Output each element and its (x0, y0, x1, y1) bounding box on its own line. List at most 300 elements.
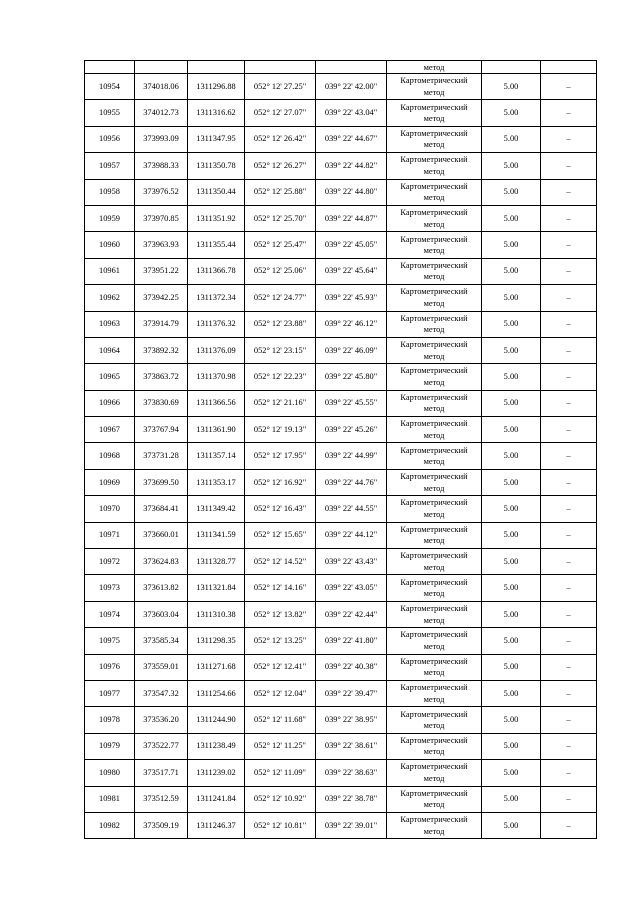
table-row (85, 311, 597, 337)
error-cell: 5.00 (482, 496, 541, 522)
description-cell: – (541, 74, 597, 100)
description-cell: – (541, 258, 597, 284)
table-row (85, 733, 597, 759)
description-cell: – (541, 179, 597, 205)
method-cell (387, 469, 482, 495)
longitude-cell: 039° 22' 44.80" (316, 179, 387, 205)
latitude-cell: 052° 12' 25.06" (245, 258, 316, 284)
method-line-1: Картометрический (400, 524, 468, 534)
description-cell: – (541, 680, 597, 706)
method-line-2: метод (423, 430, 445, 440)
method-cell (387, 443, 482, 469)
longitude-cell: 039° 22' 38.61" (316, 733, 387, 759)
error-cell: 5.00 (482, 549, 541, 575)
coord-y-cell: 1311316.62 (188, 100, 245, 126)
error-cell: 5.00 (482, 100, 541, 126)
error-cell: 5.00 (482, 153, 541, 179)
longitude-cell: 039° 22' 44.67" (316, 126, 387, 152)
point-number-cell: 10969 (85, 469, 135, 495)
coord-x-cell: 373963.93 (135, 232, 188, 258)
method-line-1: Картометрический (400, 208, 468, 218)
table-row (85, 601, 597, 627)
table-row (85, 258, 597, 284)
longitude-cell: 039° 22' 43.04" (316, 100, 387, 126)
empty-cell (541, 61, 597, 74)
method-line-2: метод (423, 641, 445, 651)
coord-y-cell: 1311351.92 (188, 205, 245, 231)
coord-y-cell: 1311321.84 (188, 575, 245, 601)
table-row (85, 549, 597, 575)
point-number-cell: 10973 (85, 575, 135, 601)
point-number-cell: 10980 (85, 760, 135, 786)
table-row (85, 417, 597, 443)
latitude-cell: 052° 12' 27.07" (245, 100, 316, 126)
method-line-2: метод (423, 351, 445, 361)
error-cell: 5.00 (482, 469, 541, 495)
table-row (85, 496, 597, 522)
latitude-cell: 052° 12' 16.92" (245, 469, 316, 495)
table-row (85, 628, 597, 654)
point-number-cell: 10981 (85, 786, 135, 812)
point-number-cell: 10954 (85, 74, 135, 100)
coord-y-cell: 1311328.77 (188, 549, 245, 575)
method-cell (387, 153, 482, 179)
method-cell (387, 126, 482, 152)
method-line-2: метод (423, 246, 445, 256)
latitude-cell: 052° 12' 12.41" (245, 654, 316, 680)
method-line-2: метод (423, 536, 445, 546)
coord-y-cell: 1311350.78 (188, 153, 245, 179)
method-line-1: Картометрический (400, 155, 468, 165)
coord-x-cell: 373731.28 (135, 443, 188, 469)
table-row (85, 179, 597, 205)
error-cell: 5.00 (482, 337, 541, 363)
coord-x-cell: 373951.22 (135, 258, 188, 284)
coord-x-cell: 373660.01 (135, 522, 188, 548)
method-cell (387, 74, 482, 100)
longitude-cell: 039° 22' 38.78" (316, 786, 387, 812)
error-cell: 5.00 (482, 654, 541, 680)
point-number-cell: 10960 (85, 232, 135, 258)
point-number-cell: 10963 (85, 311, 135, 337)
coord-x-cell: 374012.73 (135, 100, 188, 126)
method-line-2: метод (423, 272, 445, 282)
point-number-cell: 10958 (85, 179, 135, 205)
longitude-cell: 039° 22' 43.43" (316, 549, 387, 575)
table-row (85, 654, 597, 680)
longitude-cell: 039° 22' 46.09" (316, 337, 387, 363)
empty-cell (135, 61, 188, 74)
latitude-cell: 052° 12' 16.43" (245, 496, 316, 522)
table-row (85, 232, 597, 258)
description-cell: – (541, 575, 597, 601)
latitude-cell: 052° 12' 17.95" (245, 443, 316, 469)
method-line-2: метод (423, 509, 445, 519)
method-line-1: Картометрический (400, 709, 468, 719)
table-row (85, 390, 597, 416)
coord-y-cell: 1311341.59 (188, 522, 245, 548)
method-line-1: Картометрический (400, 762, 468, 772)
table-row (85, 680, 597, 706)
error-cell: 5.00 (482, 760, 541, 786)
description-cell: – (541, 522, 597, 548)
coord-x-cell: 373830.69 (135, 390, 188, 416)
error-cell: 5.00 (482, 179, 541, 205)
description-cell: – (541, 232, 597, 258)
method-line-2: метод (423, 114, 445, 124)
point-number-cell: 10974 (85, 601, 135, 627)
method-line-1: Картометрический (400, 392, 468, 402)
coord-x-cell: 373613.82 (135, 575, 188, 601)
longitude-cell: 039° 22' 44.82" (316, 153, 387, 179)
description-cell: – (541, 733, 597, 759)
method-line-1: Картометрический (400, 788, 468, 798)
latitude-cell: 052° 12' 22.23" (245, 364, 316, 390)
method-line-1: Картометрический (400, 683, 468, 693)
latitude-cell: 052° 12' 25.70" (245, 205, 316, 231)
latitude-cell: 052° 12' 14.16" (245, 575, 316, 601)
method-line-2: метод (423, 377, 445, 387)
description-cell: – (541, 707, 597, 733)
error-cell: 5.00 (482, 733, 541, 759)
method-cell (387, 680, 482, 706)
method-cell (387, 733, 482, 759)
method-line-2: метод (423, 404, 445, 414)
error-cell: 5.00 (482, 417, 541, 443)
coord-x-cell: 373517.71 (135, 760, 188, 786)
description-cell: – (541, 469, 597, 495)
coord-x-cell: 373547.32 (135, 680, 188, 706)
method-cell (387, 258, 482, 284)
description-cell: – (541, 786, 597, 812)
latitude-cell: 052° 12' 27.25" (245, 74, 316, 100)
method-cell (387, 812, 482, 838)
empty-cell (482, 61, 541, 74)
method-line-2: метод (423, 166, 445, 176)
method-line-1: Картометрический (400, 313, 468, 323)
longitude-cell: 039° 22' 44.76" (316, 469, 387, 495)
coord-x-cell: 373603.04 (135, 601, 188, 627)
point-number-cell: 10976 (85, 654, 135, 680)
method-line-2: метод (423, 589, 445, 599)
coord-x-cell: 373942.25 (135, 285, 188, 311)
longitude-cell: 039° 22' 45.05" (316, 232, 387, 258)
longitude-cell: 039° 22' 39.01" (316, 812, 387, 838)
description-cell: – (541, 496, 597, 522)
method-line-2: метод (423, 668, 445, 678)
empty-cell (188, 61, 245, 74)
table-row (85, 126, 597, 152)
table-row (85, 153, 597, 179)
method-line-1: Картометрический (400, 76, 468, 86)
method-line-2: метод (423, 193, 445, 203)
latitude-cell: 052° 12' 23.88" (245, 311, 316, 337)
method-line-2: метод (423, 826, 445, 836)
coord-y-cell: 1311357.14 (188, 443, 245, 469)
error-cell: 5.00 (482, 205, 541, 231)
point-number-cell: 10957 (85, 153, 135, 179)
point-number-cell: 10971 (85, 522, 135, 548)
coord-y-cell: 1311296.88 (188, 74, 245, 100)
method-cell (387, 760, 482, 786)
coord-y-cell: 1311347.95 (188, 126, 245, 152)
longitude-cell: 039° 22' 45.26" (316, 417, 387, 443)
coord-y-cell: 1311271.68 (188, 654, 245, 680)
method-line-1: Картометрический (400, 102, 468, 112)
longitude-cell: 039° 22' 45.80" (316, 364, 387, 390)
coord-y-cell: 1311239.02 (188, 760, 245, 786)
method-line-1: Картометрический (400, 551, 468, 561)
table-row (85, 100, 597, 126)
table-row (85, 707, 597, 733)
latitude-cell: 052° 12' 13.25" (245, 628, 316, 654)
point-number-cell: 10972 (85, 549, 135, 575)
point-number-cell: 10975 (85, 628, 135, 654)
method-line-2: метод (423, 747, 445, 757)
longitude-cell: 039° 22' 39.47" (316, 680, 387, 706)
method-cell (387, 786, 482, 812)
coord-x-cell: 373522.77 (135, 733, 188, 759)
method-cell (387, 285, 482, 311)
method-cell (387, 337, 482, 363)
method-cell (387, 390, 482, 416)
method-line-2: метод (423, 219, 445, 229)
method-cell (387, 179, 482, 205)
method-cell (387, 417, 482, 443)
method-line-2: метод (423, 773, 445, 783)
method-line-1: Картометрический (400, 181, 468, 191)
point-number-cell: 10955 (85, 100, 135, 126)
point-number-cell: 10956 (85, 126, 135, 152)
coord-x-cell: 373624.83 (135, 549, 188, 575)
coordinates-table (84, 60, 597, 839)
method-cell (387, 654, 482, 680)
error-cell: 5.00 (482, 628, 541, 654)
coord-x-cell: 373684.41 (135, 496, 188, 522)
method-cell (387, 232, 482, 258)
method-line-2: метод (423, 87, 445, 97)
error-cell: 5.00 (482, 786, 541, 812)
coord-x-cell: 373976.52 (135, 179, 188, 205)
description-cell: – (541, 364, 597, 390)
method-cell (387, 522, 482, 548)
latitude-cell: 052° 12' 15.65" (245, 522, 316, 548)
latitude-cell: 052° 12' 19.13" (245, 417, 316, 443)
description-cell: – (541, 760, 597, 786)
method-line-1: Картометрический (400, 472, 468, 482)
error-cell: 5.00 (482, 258, 541, 284)
coord-x-cell: 373699.50 (135, 469, 188, 495)
method-line-2: метод (423, 457, 445, 467)
latitude-cell: 052° 12' 11.68" (245, 707, 316, 733)
table-body (85, 61, 597, 839)
method-continuation: метод (387, 61, 482, 74)
method-line-2: метод (423, 800, 445, 810)
latitude-cell: 052° 12' 21.16" (245, 390, 316, 416)
description-cell: – (541, 390, 597, 416)
error-cell: 5.00 (482, 232, 541, 258)
table-row (85, 205, 597, 231)
description-cell: – (541, 311, 597, 337)
description-cell: – (541, 205, 597, 231)
coord-x-cell: 374018.06 (135, 74, 188, 100)
error-cell: 5.00 (482, 364, 541, 390)
table-row (85, 285, 597, 311)
coord-y-cell: 1311349.42 (188, 496, 245, 522)
point-number-cell: 10966 (85, 390, 135, 416)
description-cell: – (541, 812, 597, 838)
method-line-1: Картометрический (400, 445, 468, 455)
method-cell (387, 575, 482, 601)
table-row (85, 812, 597, 838)
coord-y-cell: 1311244.90 (188, 707, 245, 733)
method-line-1: Картометрический (400, 498, 468, 508)
point-number-cell: 10965 (85, 364, 135, 390)
longitude-cell: 039° 22' 44.87" (316, 205, 387, 231)
description-cell: – (541, 337, 597, 363)
table-row (85, 74, 597, 100)
coord-y-cell: 1311246.37 (188, 812, 245, 838)
coord-y-cell: 1311366.78 (188, 258, 245, 284)
method-line-2: метод (423, 562, 445, 572)
point-number-cell: 10964 (85, 337, 135, 363)
method-cell (387, 496, 482, 522)
coord-y-cell: 1311376.32 (188, 311, 245, 337)
description-cell: – (541, 153, 597, 179)
coord-y-cell: 1311310.38 (188, 601, 245, 627)
method-line-2: метод (423, 483, 445, 493)
latitude-cell: 052° 12' 11.09" (245, 760, 316, 786)
method-cell (387, 100, 482, 126)
error-cell: 5.00 (482, 812, 541, 838)
description-cell: – (541, 126, 597, 152)
description-cell: – (541, 417, 597, 443)
description-cell: – (541, 601, 597, 627)
coord-y-cell: 1311372.34 (188, 285, 245, 311)
empty-cell (245, 61, 316, 74)
latitude-cell: 052° 12' 26.42" (245, 126, 316, 152)
coord-y-cell: 1311366.56 (188, 390, 245, 416)
method-line-1: Картометрический (400, 340, 468, 350)
method-line-1: Картометрический (400, 234, 468, 244)
coord-y-cell: 1311370.98 (188, 364, 245, 390)
longitude-cell: 039° 22' 45.93" (316, 285, 387, 311)
description-cell: – (541, 100, 597, 126)
point-number-cell: 10979 (85, 733, 135, 759)
coord-y-cell: 1311355.44 (188, 232, 245, 258)
coord-x-cell: 373559.01 (135, 654, 188, 680)
method-line-1: Картометрический (400, 260, 468, 270)
method-line-2: метод (423, 140, 445, 150)
table-row (85, 575, 597, 601)
method-line-1: Картометрический (400, 735, 468, 745)
table-row (85, 760, 597, 786)
longitude-cell: 039° 22' 45.64" (316, 258, 387, 284)
longitude-cell: 039° 22' 44.12" (316, 522, 387, 548)
coord-y-cell: 1311353.17 (188, 469, 245, 495)
longitude-cell: 039° 22' 41.80" (316, 628, 387, 654)
error-cell: 5.00 (482, 707, 541, 733)
error-cell: 5.00 (482, 680, 541, 706)
method-cell (387, 311, 482, 337)
latitude-cell: 052° 12' 26.27" (245, 153, 316, 179)
method-cell (387, 205, 482, 231)
longitude-cell: 039° 22' 42.44" (316, 601, 387, 627)
method-line-1: Картометрический (400, 577, 468, 587)
table-row (85, 443, 597, 469)
point-number-cell: 10978 (85, 707, 135, 733)
method-line-1: Картометрический (400, 656, 468, 666)
method-cell (387, 628, 482, 654)
longitude-cell: 039° 22' 43.05" (316, 575, 387, 601)
point-number-cell: 10961 (85, 258, 135, 284)
method-cell (387, 601, 482, 627)
method-line-1: Картометрический (400, 630, 468, 640)
point-number-cell: 10977 (85, 680, 135, 706)
table-row (85, 337, 597, 363)
coord-x-cell: 373512.59 (135, 786, 188, 812)
coord-y-cell: 1311376.09 (188, 337, 245, 363)
longitude-cell: 039° 22' 40.38" (316, 654, 387, 680)
method-line-2: метод (423, 615, 445, 625)
continued-row (85, 61, 597, 74)
description-cell: – (541, 628, 597, 654)
coord-y-cell: 1311350.44 (188, 179, 245, 205)
method-cell (387, 707, 482, 733)
latitude-cell: 052° 12' 25.47" (245, 232, 316, 258)
error-cell: 5.00 (482, 601, 541, 627)
method-line-2: метод (423, 298, 445, 308)
coord-x-cell: 373970.85 (135, 205, 188, 231)
coord-y-cell: 1311254.66 (188, 680, 245, 706)
latitude-cell: 052° 12' 14.52" (245, 549, 316, 575)
longitude-cell: 039° 22' 38.95" (316, 707, 387, 733)
method-line-1: Картометрический (400, 128, 468, 138)
latitude-cell: 052° 12' 10.92" (245, 786, 316, 812)
longitude-cell: 039° 22' 44.99" (316, 443, 387, 469)
coord-x-cell: 373536.20 (135, 707, 188, 733)
latitude-cell: 052° 12' 12.04" (245, 680, 316, 706)
longitude-cell: 039° 22' 45.55" (316, 390, 387, 416)
latitude-cell: 052° 12' 25.88" (245, 179, 316, 205)
method-line-2: метод (423, 694, 445, 704)
error-cell: 5.00 (482, 522, 541, 548)
method-line-1: Картометрический (400, 604, 468, 613)
point-number-cell: 10982 (85, 812, 135, 838)
method-line-1: Картометрический (400, 287, 468, 297)
description-cell: – (541, 654, 597, 680)
latitude-cell: 052° 12' 23.15" (245, 337, 316, 363)
table-row (85, 786, 597, 812)
method-line-1: Картометрический (400, 815, 468, 825)
point-number-cell: 10968 (85, 443, 135, 469)
longitude-cell: 039° 22' 46.12" (316, 311, 387, 337)
description-cell: – (541, 549, 597, 575)
coord-x-cell: 373585.34 (135, 628, 188, 654)
point-number-cell: 10967 (85, 417, 135, 443)
error-cell: 5.00 (482, 126, 541, 152)
method-cell (387, 549, 482, 575)
coord-x-cell: 373509.19 (135, 812, 188, 838)
table-row (85, 522, 597, 548)
longitude-cell: 039° 22' 42.00" (316, 74, 387, 100)
error-cell: 5.00 (482, 74, 541, 100)
latitude-cell: 052° 12' 24.77" (245, 285, 316, 311)
coord-x-cell: 373863.72 (135, 364, 188, 390)
description-cell: – (541, 285, 597, 311)
error-cell: 5.00 (482, 311, 541, 337)
longitude-cell: 039° 22' 44.55" (316, 496, 387, 522)
